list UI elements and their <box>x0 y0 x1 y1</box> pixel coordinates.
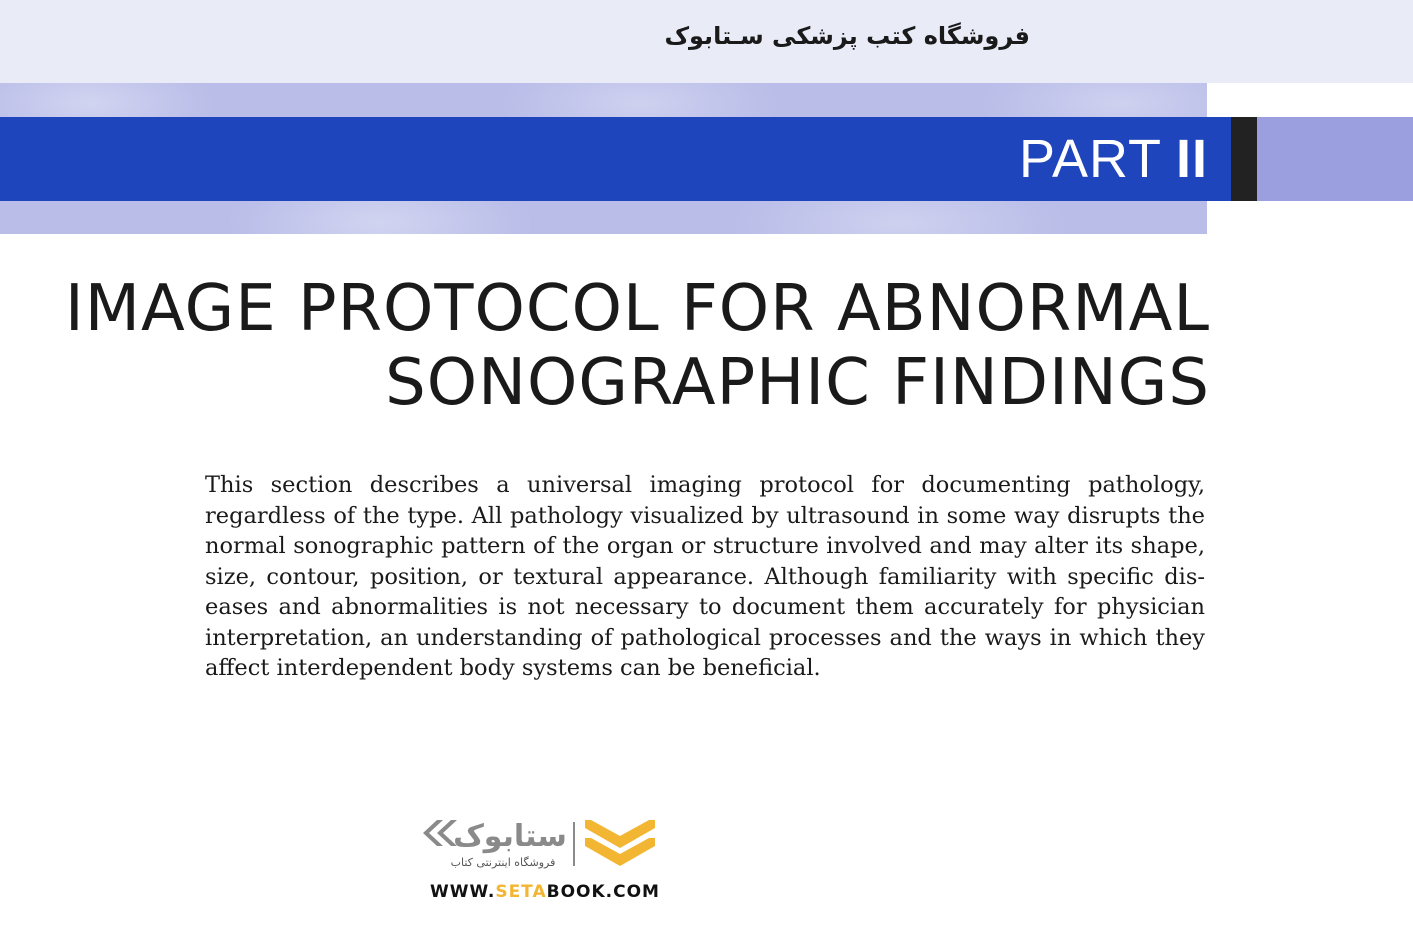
intro-paragraph: This section describes a universal imaging protocol for documenting pathology, regardless of the type. All pathology visualized by ultrasound in some way disrupts the normal sonographic pattern of the organ or structure involved and may alter its shape, size, contour, position, or textural appearance. Although familiarity with specific diseases and abnormalities is not necessary to document them accurately for physician interpretation, an understanding of pathological processes and the ways in which they affect interdependent body systems can be beneficial. <box>205 472 1205 681</box>
url-prefix: WWW. <box>430 882 496 902</box>
logo-tagline: فروشگاه اینترنتی کتاب <box>450 856 556 869</box>
url-suffix: .COM <box>605 882 660 902</box>
setabook-url <box>430 882 670 902</box>
banner-dark-block <box>1231 117 1257 201</box>
banner-side-block <box>1257 117 1413 201</box>
logo-chevrons-icon <box>423 820 457 846</box>
part-number: II <box>1175 129 1208 189</box>
part-label <box>1019 124 1208 194</box>
chapter-title-line-1: IMAGE PROTOCOL FOR ABNORMAL <box>64 272 1210 346</box>
store-name-header: فروشگاه کتب پزشکی سـتابوک <box>664 22 1030 50</box>
logo-divider <box>573 822 575 866</box>
chapter-title-line-2: SONOGRAPHIC FINDINGS <box>385 346 1210 420</box>
url-brand-a: SETA <box>495 882 547 902</box>
part-word: PART <box>1018 129 1162 189</box>
chapter-title <box>60 272 1210 420</box>
logo-wordmark: ستابوک <box>453 819 567 854</box>
gold-book-icon <box>585 820 655 866</box>
url-brand-b: BOOK <box>546 882 606 902</box>
